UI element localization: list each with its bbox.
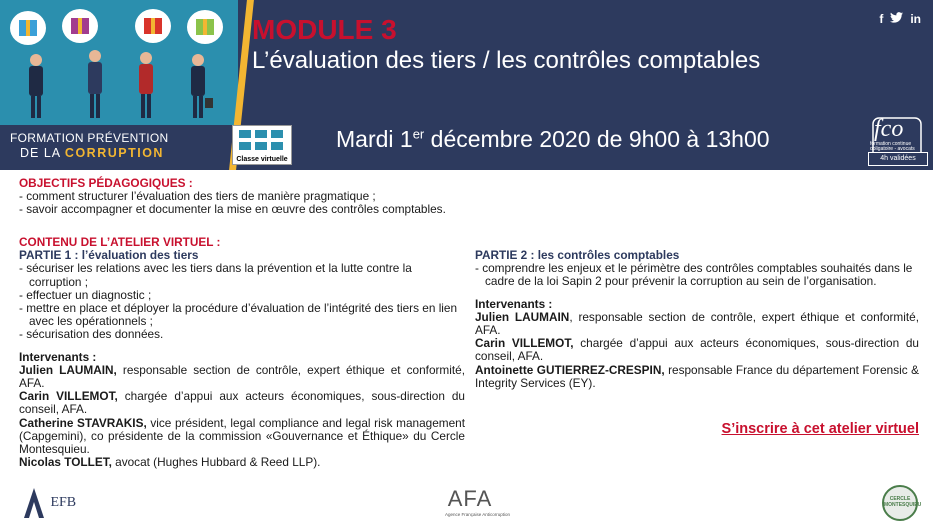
afa-logo-text: AFA [447,486,493,511]
efb-logo-text: EFB [50,495,77,510]
objectifs-section [19,177,499,217]
efb-logo [22,486,76,520]
partie2-intervenants-title: Intervenants : [475,296,553,311]
partie1-intervenants-title: Intervenants : [19,349,97,364]
partie2-title: PARTIE 2 : les contrôles comptables [475,248,680,262]
partie2-item: - comprendre les enjeux et le périmètre des contrôles comptables souhaités dans le cadre de la loi Sapin 2 pour prévenir la corruption au sein de l’organisation. [475,261,913,289]
intervenant-entry [475,364,919,390]
intervenant-desc: chargée d’appui aux acteurs économiques, sous-direction du conseil, AFA. [19,389,465,417]
intervenant-entry [475,311,919,337]
contenu-title: CONTENU DE L’ATELIER VIRTUEL : [19,235,221,249]
gift-bubble-4 [187,10,223,44]
classe-virtuelle-badge [232,125,292,165]
social-links [879,12,921,26]
partie2-column [475,249,919,390]
intervenant-entry [19,390,465,416]
partie1-item: - sécuriser les relations avec les tiers dans la prévention et la lutte contre la corruption ; [19,261,412,289]
intervenant-desc: vice président, legal compliance and legal risk management (Capgemini), co présidente de la commission «Gouvernance et Éthique» du Cercle Montesquieu. [19,415,465,457]
objectifs-item: - savoir accompagner et documenter la mise en œuvre des contrôles comptables. [19,202,446,217]
intervenant-name: Carin VILLEMOT, [19,389,118,404]
classe-virtuelle-label: Classe virtuelle [236,156,288,163]
gift-bubble-2 [62,9,98,43]
intervenant-name: Nicolas TOLLET, [19,455,112,470]
page-subtitle: L’évaluation des tiers / les contrôles comptables [252,47,761,74]
twitter-icon[interactable] [890,12,903,26]
linkedin-icon[interactable]: in [910,12,921,26]
intervenant-desc: avocat (Hughes Hubbard & Reed LLP). [111,455,321,470]
intervenant-entry [19,364,465,390]
brand-line-2 [20,146,164,160]
module-title: MODULE 3 [252,14,397,45]
intervenant-name: Carin VILLEMOT, [475,336,574,351]
intervenant-desc: chargée d’appui aux acteurs économiques, sous-direction du conseil, AFA. [475,336,919,364]
intervenant-name: Julien LAUMAIN, [19,362,117,377]
session-date [336,126,770,153]
fco-note: formation continue obligatoire - avocats [870,141,915,152]
partie1-item: - effectuer un diagnostic ; [19,287,152,302]
cercle-montesquieu-logo [880,484,920,527]
partie1-column [19,236,465,469]
fco-hours-badge: 4h validées [868,152,928,166]
intervenant-entry [19,417,465,457]
afa-logo-subtitle: Agence Française Anticorruption [445,512,511,517]
date-suffix: décembre 2020 de 9h00 à 13h00 [424,126,770,152]
objectifs-item: - comment structurer l’évaluation des tiers de manière pragmatique ; [19,189,376,204]
partie1-item: - sécurisation des données. [19,327,164,342]
partie1-item: - mettre en place et déployer la procédure d’évaluation de l’intégrité des tiers en lien avec les opérationnels ; [19,301,458,329]
afa-logo [445,486,511,517]
intervenant-name: Julien LAUMAIN [475,309,570,324]
brand-highlight: CORRUPTION [64,146,164,160]
classroom-icon [233,126,291,154]
fco-logo-text: fco [874,116,904,142]
partie1-title: PARTIE 1 : l’évaluation des tiers [19,248,199,263]
intervenant-name: Antoinette GUTIERREZ-CRESPIN, [475,362,665,377]
intervenant-desc: responsable section de contrôle, expert éthique et conformité, AFA. [19,362,465,391]
intervenant-entry [475,337,919,363]
people-silhouettes [29,50,213,118]
intervenant-name: Catherine STAVRAKIS, [19,415,147,430]
cercle-montesquieu-text: CERCLE MONTESQUIEU [884,496,922,508]
intervenant-entry [19,456,465,469]
date-sup: er [412,126,425,142]
intervenant-desc: , responsable section de contrôle, expert éthique et conformité, AFA. [475,309,919,338]
efb-logo-mark [22,486,46,520]
brand-line-1: FORMATION PRÉVENTION [10,131,169,145]
date-prefix: Mardi 1 [336,126,413,152]
business-people-illustration [0,0,238,125]
facebook-icon[interactable]: f [879,12,884,26]
gift-bubble-3 [135,9,171,43]
objectifs-title: OBJECTIFS PÉDAGOGIQUES : [19,176,193,190]
gift-bubble-1 [10,11,46,45]
intervenant-desc: responsable France du département Forensic & Integrity Services (EY). [475,362,919,390]
register-link[interactable]: S’inscrire à cet atelier virtuel [721,421,919,437]
brand-line-2-prefix: DE LA [20,146,61,160]
